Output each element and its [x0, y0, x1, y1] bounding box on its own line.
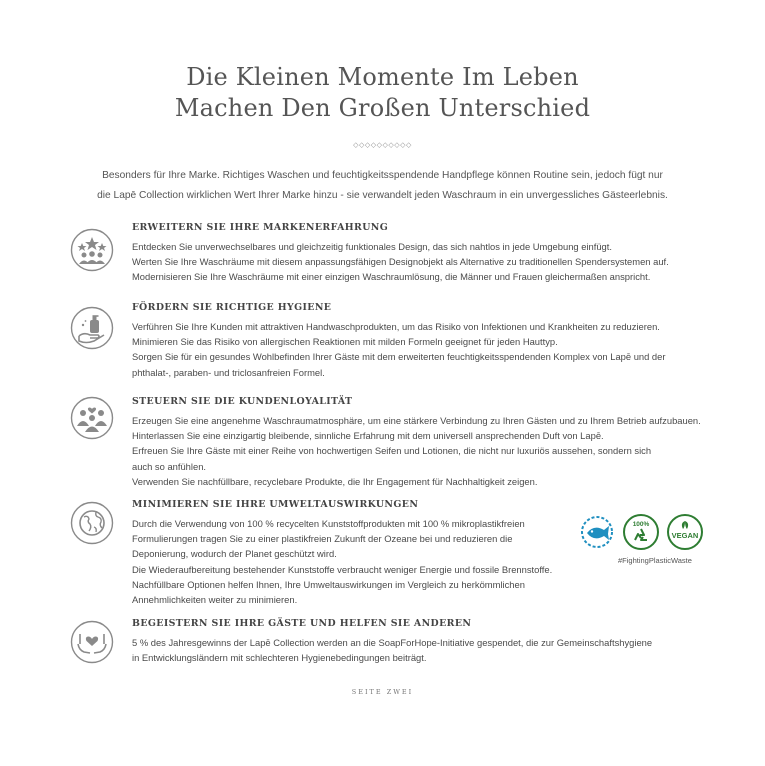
recycled-percent-label: 100%: [632, 521, 650, 528]
section-text-line: Sorgen Sie für ein gesundes Wohlbefinden Ihrer Gäste mit dem erweiterten feuchtigkeitsspendenden Komplex von Lapē und der: [132, 351, 666, 363]
section-text-line: Verwenden Sie nachfüllbare, recyclebare Produkte, die Ihr Engagement für Nachhaltigkeit zeigen.: [132, 475, 538, 487]
section-text-line: Die Wiederaufbereitung bestehender Kunststoffe verbraucht weniger Energie und fossile Brennstoffe.: [132, 563, 553, 575]
section-title: BEGEISTERN SIE IHRE GÄSTE UND HELFEN SIE ANDEREN: [132, 618, 472, 629]
section-text-line: phthalat-, paraben- und triclosanfreien Formel.: [132, 366, 325, 378]
intro-line-2: die Lapē Collection wirklichen Wert Ihrer Marke hinzu - sie verwandelt jeden Waschraum in ein unvergessliches Gästeerlebnis.: [97, 190, 668, 201]
intro-paragraph: [60, 166, 705, 206]
section-text-line: Minimieren Sie das Risiko von allergischen Reaktionen mit milden Formeln geeignet für jeden Hauttyp.: [132, 336, 558, 348]
recycled-badge-icon: [622, 513, 660, 551]
section-text-line: Durch die Verwendung von 100 % recycelten Kunststoffprodukten mit 100 % mikroplastikfreien: [132, 518, 525, 529]
section-text-line: Werten Sie Ihre Waschräume mit diesem anpassungsfähigen Designobjekt als Alternative zu traditionellen Spendersystemen auf.: [132, 256, 669, 268]
section-title: FÖRDERN SIE RICHTIGE HYGIENE: [132, 302, 332, 313]
hands-heart-icon: [70, 620, 114, 664]
page-title: [0, 62, 765, 124]
section-text-line: Hinterlassen Sie eine einzigartig bleibende, sinnliche Erfahrung mit dem universell ansprechenden Duft von Lapē.: [132, 430, 604, 442]
section-text-line: Verführen Sie Ihre Kunden mit attraktiven Handwaschprodukten, um das Risiko von Infektionen und Krankheiten zu reduzieren.: [132, 321, 660, 332]
stars-people-icon: [70, 228, 114, 272]
section-text-line: Entdecken Sie unverwechselbares und gleichzeitig funktionales Design, das sich nahtlos in jede Umgebung einfügt.: [132, 241, 612, 252]
ocean-fish-badge-icon: [578, 513, 616, 551]
vegan-badge-icon: [666, 513, 704, 551]
section-title: MINIMIEREN SIE IHRE UMWELTAUSWIRKUNGEN: [132, 499, 419, 510]
eco-badges: [578, 513, 708, 573]
hand-soap-icon: [70, 306, 114, 350]
title-line-2: Machen Den Großen Unterschied: [174, 94, 591, 122]
section-text-line: Nachfüllbare Optionen helfen Ihnen, Ihre Umweltauswirkungen im Vergleich zu herkömmlichen: [132, 578, 525, 590]
globe-icon: [70, 501, 114, 545]
people-heart-icon: [70, 396, 114, 440]
badge-caption: #FightingPlasticWaste: [618, 556, 692, 565]
section-text-line: Formulierungen tragen Sie zu einer plastikfreien Zukunft der Ozeane bei und reduzieren die: [132, 533, 513, 545]
section-text-line: Annehmlichkeiten weiter zu minimieren.: [132, 594, 298, 606]
title-line-1: Die Kleinen Momente Im Leben: [186, 63, 579, 91]
section-text-line: Erfreuen Sie Ihre Gäste mit einer Reihe von hochwertigen Seifen und Lotionen, die nicht nur luxuriös aussehen, sondern sich: [132, 445, 652, 457]
vegan-label: VEGAN: [671, 531, 699, 540]
section-title: STEUERN SIE DIE KUNDENLOYALITÄT: [132, 396, 353, 407]
section-text-line: Deponierung, wodurch der Planet geschützt wird.: [132, 548, 337, 560]
section-text-line: Erzeugen Sie eine angenehme Waschraumatmosphäre, um eine stärkere Verbindung zu Ihren Gästen und zu Ihrem Betrieb aufzubauen.: [132, 415, 701, 426]
section-text-line: auch so anfühlen.: [132, 460, 207, 472]
section-text-line: Modernisieren Sie Ihre Waschräume mit einer einzigen Waschraumlösung, die Männer und Frauen gleichermaßen anspricht.: [132, 271, 651, 283]
intro-line-1: Besonders für Ihre Marke. Richtiges Waschen und feuchtigkeitsspendende Handpflege können Routine sein, jedoch fügt nur: [102, 170, 663, 181]
section-text-line: 5 % des Jahresgewinns der Lapē Collection werden an die SoapForHope-Initiative gespendet, die zur Gemeinschaftshygiene: [132, 637, 653, 648]
section-title: ERWEITERN SIE IHRE MARKENERFAHRUNG: [132, 222, 389, 233]
ornament-divider: ◇◇◇◇◇◇◇◇◇◇: [353, 142, 412, 149]
page-label: SEITE ZWEI: [351, 688, 414, 696]
section-text-line: in Entwicklungsländern mit schlechteren Hygienebedingungen beiträgt.: [132, 652, 427, 664]
